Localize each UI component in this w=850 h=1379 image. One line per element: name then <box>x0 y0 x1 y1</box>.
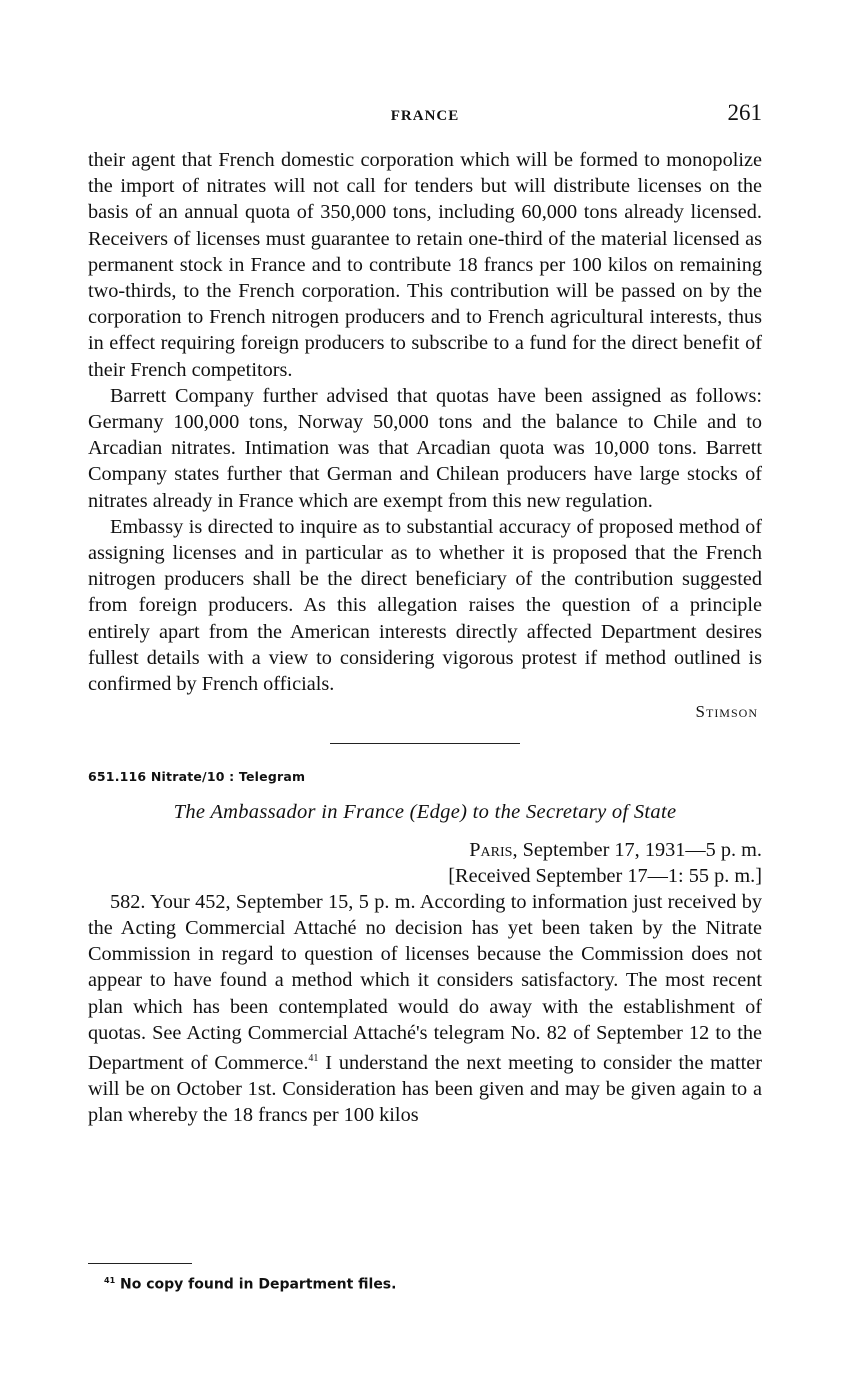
page-number: 261 <box>727 100 762 125</box>
page-header <box>88 100 762 136</box>
footnote-reference: 41 <box>308 1053 319 1065</box>
paragraph-2: Barrett Company further advised that quotas have been assigned as follows: Germany 100,000 tons, Norway 50,000 tons and the balance to Chile and to Arcadian nitrates. Intimation was that Arcadian quota was 10,000 tons. Barrett Company states further that German and Chilean producers have large stocks of nitrates already in France which are exempt from this new regulation. <box>88 384 762 512</box>
received-line: [Received September 17—1: 55 p. m.] <box>448 864 762 887</box>
paragraph-1: their agent that French domestic corporation which will be formed to monopolize the import of nitrates will not call for tenders but will distribute licenses on the basis of an annual quota of 350,000 tons, including 60,000 tons already licensed. Receivers of licenses must guarantee to retain one-third of the material licensed as permanent stock in France and to contribute 18 francs per 100 kilos on remaining two-thirds, to the French corporation. This contribution will be passed on by the corporation to French nitrogen producers and to French agricultural interests, thus in effect requiring foreign producers to subscribe to a fund for the direct benefit of their French competitors. <box>88 149 762 381</box>
document-title: The Ambassador in France (Edge) to the Secretary of State <box>173 800 677 823</box>
footnote <box>104 1276 396 1293</box>
running-head: FRANCE <box>390 108 460 124</box>
footnote-marker: 41 <box>104 1276 116 1285</box>
telegram-paragraph <box>88 889 762 1129</box>
telegram-text-part-1: 582. Your 452, September 15, 5 p. m. According to information just received by the Acting Commercial Attaché no decision has yet been taken by the Nitrate Commission in regard to question of licenses because the Commission does not appear to have found a method which it considers satisfactory. The most recent plan which has been contemplated would do away with the establishment of quotas. See Acting Commercial Attaché's telegram No. 82 of September 12 to the Department of Commerce. <box>88 890 762 1074</box>
file-reference: 651.116 Nitrate/10 : Telegram <box>88 769 306 785</box>
signature: Stimson <box>695 702 758 722</box>
footnote-text: No copy found in Department files. <box>120 1276 397 1293</box>
section-divider <box>330 743 520 744</box>
paragraph-3: Embassy is directed to inquire as to substantial accuracy of proposed method of assigning licenses and in particular as to whether it is proposed that the French nitrogen producers shall be the direct beneficiary of the contribution suggested from foreign producers. As this allegation raises the question of a principle entirely apart from the American interests directly affected Department desires fullest details with a view to considering vigorous protest if method outlined is confirmed by French officials. <box>88 515 762 696</box>
dateline <box>88 837 762 863</box>
telegram-text-part-2: I understand the next meeting to consider the matter will be on October 1st. Consideration has been given and may be given again to a plan whereby the 18 francs per 100 kilos <box>88 1051 762 1127</box>
footnote-rule <box>88 1263 192 1264</box>
dateline-place: Paris <box>469 838 513 861</box>
dateline-time: , September 17, 1931—5 p. m. <box>512 838 762 861</box>
body-text <box>88 147 762 1128</box>
